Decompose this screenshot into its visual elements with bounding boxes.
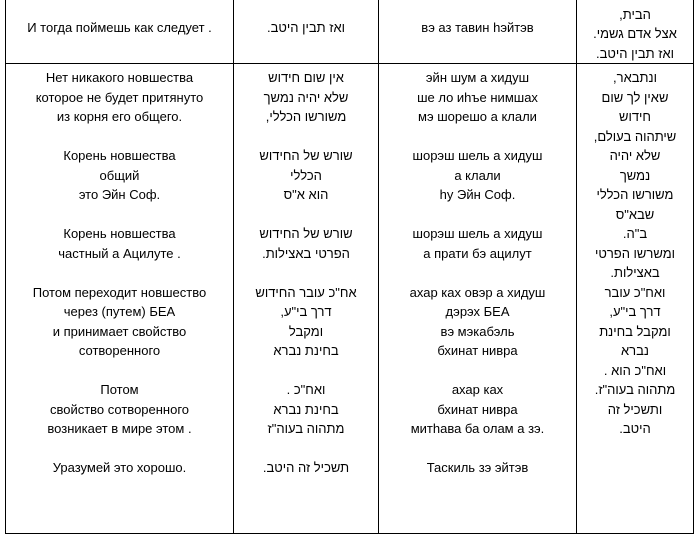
source-line: ,ונתבאר (613, 70, 657, 85)
hebrew-line: ,משורשו הכללי (265, 109, 347, 124)
translit-line: эйн шум а хидуш (425, 70, 530, 85)
line-gap (379, 205, 576, 225)
russian-line: Потом (100, 382, 139, 397)
translit-line: hу Эйн Соф. (439, 187, 516, 202)
translit-line: шорэш шель а хидуш (412, 148, 543, 163)
russian-line: Уразумей это хорошо. (52, 460, 187, 475)
source-line: .מתהוה בעוה"ז (594, 382, 676, 397)
source-line: ומקבל בחינת (599, 323, 671, 339)
russian-line: Потом переходит новшество (32, 284, 207, 300)
source-line: משורשו הכללי (596, 187, 674, 202)
hebrew-line: ומקבל (288, 323, 324, 339)
hebrew-line: הכללי (290, 167, 322, 183)
body-row (6, 64, 694, 534)
line-gap (234, 263, 378, 283)
translit-line: а прати бэ ацилут (423, 245, 532, 261)
source-line: .באצילות (610, 265, 660, 280)
russian-line: которое не будет притянуто (35, 89, 204, 105)
source-header-line: .ואז תבין היטב (596, 45, 674, 61)
russian-line: через (путем) БЕА (63, 304, 176, 319)
header-row (6, 0, 694, 64)
russian-header-cell (6, 0, 234, 64)
hebrew-line: שורש של החידוש (259, 226, 353, 241)
line-gap (234, 439, 378, 459)
line-gap (379, 127, 576, 147)
translit-line: бхинат нивра (437, 343, 518, 358)
russian-cell (6, 64, 234, 534)
russian-line: сотворенного (78, 343, 161, 358)
line-gap (6, 361, 233, 381)
translit-line: ахар ках (451, 382, 504, 397)
source-line: שבא"ס (615, 206, 655, 222)
hebrew-line: בחינת נברא (273, 343, 339, 358)
source-line: שאין לך שום (601, 89, 669, 105)
hebrew-line: מתהוה בעוה"ז (267, 421, 345, 436)
hebrew-line: ,דרך בי"ע (280, 304, 332, 319)
russian-line: возникает в мире этом . (47, 421, 192, 436)
translit-cell (379, 64, 577, 534)
translit-line: мэ шорешо а клали (418, 109, 537, 124)
translit-line: а клали (454, 167, 501, 183)
russian-header-text: И тогда поймешь как следует . (27, 20, 212, 36)
translit-line: дэрэх БЕА (445, 304, 510, 319)
hebrew-cell (234, 64, 379, 534)
russian-line: частный а Ацилуте . (58, 245, 181, 261)
line-gap (234, 127, 378, 147)
russian-line: Корень новшества (63, 226, 176, 241)
translit-line: вэ мэкабэль (440, 323, 515, 339)
hebrew-line: שלא יהיה נמשך (263, 89, 349, 105)
line-gap (6, 205, 233, 225)
source-line: נמשך (619, 167, 651, 183)
translit-line: бхинат нивра (437, 401, 518, 417)
translit-header-text: вэ аз тавин hэйтэв (421, 20, 534, 36)
source-line: חידוש (618, 109, 651, 124)
translit-line: Таскиль зэ эйтэв (426, 460, 529, 475)
russian-line: свойство сотворенного (49, 401, 190, 417)
text-table (5, 0, 694, 534)
line-gap (6, 263, 233, 283)
translit-line: ше ло иhъе нимшах (417, 89, 538, 105)
source-header-cell (577, 0, 694, 64)
source-cell (577, 64, 694, 534)
hebrew-line: אח"כ עובר החידוש (255, 284, 357, 300)
line-gap (234, 361, 378, 381)
hebrew-line: אין שום חידוש (268, 70, 344, 85)
source-header-line: .אצל אדם גשמי (593, 26, 677, 41)
hebrew-line: .תשכיל זה היטב (262, 460, 350, 475)
line-gap (6, 439, 233, 459)
source-line: ואח"כ עובר (604, 284, 666, 300)
hebrew-line: הוא א"ס (283, 187, 329, 202)
translit-line: шорэш шель а хидуш (412, 226, 543, 241)
hebrew-header-cell (234, 0, 379, 64)
source-line: ומשרשו הפרטי (594, 245, 676, 261)
source-line: . ואח"כ הוא (603, 362, 667, 378)
source-header-line: ,הבית (619, 6, 651, 22)
translit-header-cell (379, 0, 577, 64)
russian-line: общий (99, 167, 140, 183)
russian-line: Нет никакого новшества (45, 70, 194, 85)
source-line: .ב"ה (622, 226, 648, 241)
line-gap (6, 127, 233, 147)
source-line: ותשכיל זה (607, 401, 663, 417)
russian-line: Корень новшества (63, 148, 176, 163)
hebrew-line: בחינת נברא (273, 401, 339, 417)
source-line: שלא יהיה (609, 148, 661, 163)
source-line: ,דרך בי"ע (609, 304, 661, 319)
line-gap (379, 439, 576, 459)
hebrew-line: .הפרטי באצילות (262, 245, 350, 261)
hebrew-header-text: .ואז תבין היטב (267, 20, 345, 36)
russian-line: и принимает свойство (52, 323, 187, 339)
translit-line: ахар ках овэр а хидуш (409, 284, 546, 300)
russian-line: из корня его общего. (56, 109, 183, 124)
line-gap (234, 205, 378, 225)
line-gap (379, 361, 576, 381)
source-line: .היטב (619, 421, 651, 436)
russian-line: это Эйн Соф. (78, 187, 161, 202)
source-line: ,שיתהוה בעולם (593, 128, 677, 144)
line-gap (379, 263, 576, 283)
hebrew-line: . ואח"כ (286, 382, 326, 397)
source-line: נברא (621, 343, 649, 358)
translit-line: митhава ба олам а зэ. (410, 421, 545, 436)
hebrew-line: שורש של החידוש (259, 148, 353, 163)
